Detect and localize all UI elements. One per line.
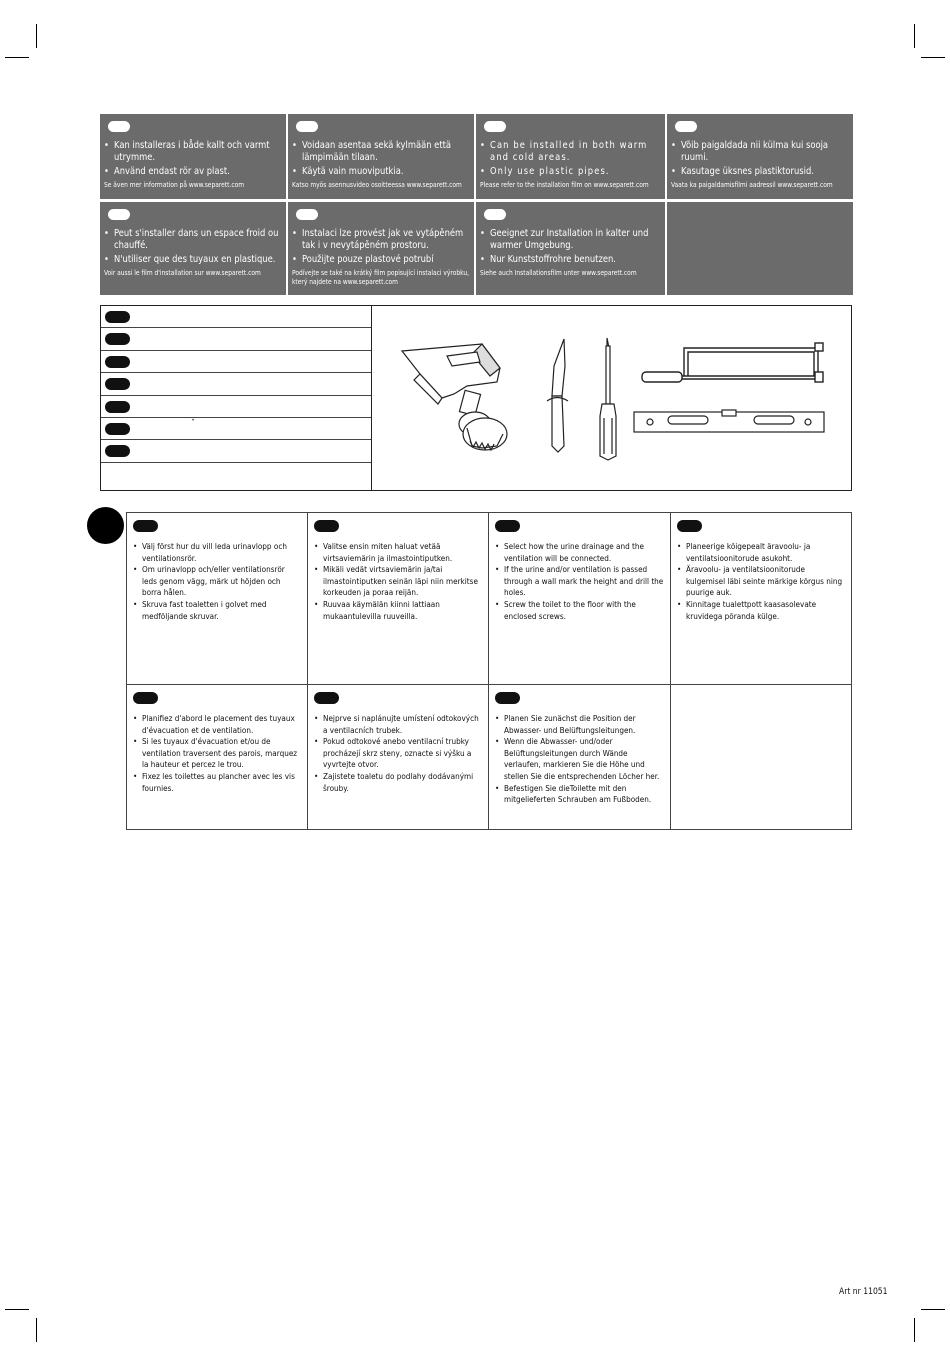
tool-row bbox=[101, 418, 371, 440]
step-bullet: • Befestigen Sie dieToilette mit den mitgelieferten Schrauben am Fußboden. bbox=[495, 783, 665, 806]
step-instructions-table bbox=[126, 512, 852, 830]
step-bullet: • Mikäli vedät virtsaviemärin ja/tai ilmastointiputken seinän läpi niin merkitse korkeuden ja poraa reijän. bbox=[314, 564, 483, 599]
step-bullet: • Planifiez d'abord le placement des tuyaux d'évacuation et de ventilation. bbox=[133, 713, 302, 736]
crop-mark bbox=[921, 1309, 945, 1310]
step-bullet: • Planen Sie zunächst die Position der Abwasser- und Belüftungsleitungen. bbox=[495, 713, 665, 736]
note-bullet: • Peut s'installer dans un espace froid ou chauffé. bbox=[104, 228, 281, 253]
note-link: Voir aussi le film d'installation sur www.separett.com bbox=[104, 269, 261, 278]
note-bullet: • Võib paigaldada nii külma kui sooja ruumi. bbox=[671, 140, 848, 165]
step-cell-et bbox=[671, 513, 851, 622]
note-bullet: • Geeignet zur Installation in kalter und warmer Umgebung. bbox=[480, 228, 660, 253]
step-bullet: • Planeerige kõigepealt äravoolu- ja ventilatsioonitorude asukoht. bbox=[677, 541, 845, 564]
article-number: Art nr 11051 bbox=[839, 1287, 888, 1297]
language-badge bbox=[133, 520, 158, 532]
step-bullet: • Wenn die Abwasser- und/oder Belüftungsleitungen durch Wände verlaufen, markieren Sie die Höhe und stellen Sie die entsprechenden Löcher her. bbox=[495, 736, 665, 782]
step-bullet: • Pokud odtokové anebo ventilacní trubky procházejí skrz steny, oznacte si výšku a vyvrtejte otvor. bbox=[314, 736, 483, 771]
language-badge bbox=[314, 692, 339, 704]
note-link: Siehe auch Installationsfilm unter www.separett.com bbox=[480, 269, 637, 278]
install-note-et bbox=[667, 114, 853, 199]
crop-mark bbox=[914, 24, 915, 48]
language-badge bbox=[484, 209, 506, 220]
step-bullet: • Screw the toilet to the floor with the enclosed screws. bbox=[495, 599, 665, 622]
tool-row bbox=[101, 396, 371, 418]
step-cell-en bbox=[489, 513, 671, 622]
step-bullet: • Välj först hur du vill leda urinavlopp och ventilationsrör. bbox=[133, 541, 302, 564]
step-cell-de bbox=[489, 685, 671, 806]
language-badge bbox=[108, 209, 130, 220]
knife-icon bbox=[547, 339, 568, 452]
language-badge bbox=[108, 121, 130, 132]
step-bullet: • Skruva fast toaletten i golvet med medföljande skruvar. bbox=[133, 599, 302, 622]
note-link: Se även mer information på www.separett.com bbox=[104, 181, 245, 190]
note-bullet: • Použijte pouze plastové potrubí bbox=[292, 254, 469, 266]
install-note-sv bbox=[100, 114, 286, 199]
language-badge bbox=[105, 401, 130, 413]
language-badge bbox=[105, 423, 130, 435]
language-badge bbox=[495, 692, 520, 704]
step-cell-sv bbox=[127, 513, 308, 622]
crop-mark bbox=[921, 57, 945, 58]
tool-row bbox=[101, 373, 371, 395]
step-bullet: • Nejprve si naplánujte umístení odtokových a ventilacních trubek. bbox=[314, 713, 483, 736]
language-badge bbox=[484, 121, 506, 132]
hacksaw-icon bbox=[642, 343, 823, 382]
note-bullet: • Voidaan asentaa sekä kylmään että lämpimään tilaan. bbox=[292, 140, 469, 165]
note-bullet: • Only use plastic pipes. bbox=[480, 166, 660, 178]
language-badge bbox=[105, 445, 130, 457]
step-bullet: • Valitse ensin miten haluat vetää virtsaviemärin ja ilmastointiputken. bbox=[314, 541, 483, 564]
tools-panel bbox=[100, 305, 852, 491]
note-bullet: • N'utiliser que des tuyaux en plastique. bbox=[104, 254, 281, 266]
language-badge bbox=[105, 356, 130, 368]
install-note-empty bbox=[667, 202, 853, 295]
step-cell-fr bbox=[127, 685, 308, 794]
install-note-en bbox=[476, 114, 665, 199]
language-badge bbox=[296, 209, 318, 220]
language-badge bbox=[677, 520, 702, 532]
language-badge bbox=[105, 333, 130, 345]
language-badge bbox=[675, 121, 697, 132]
step-cell-cs bbox=[308, 685, 489, 794]
crop-mark bbox=[914, 1318, 915, 1342]
note-link: Katso myös asennusvideo osoitteessa www.separett.com bbox=[292, 181, 462, 190]
step-cell-fi bbox=[308, 513, 489, 622]
install-note-cs bbox=[288, 202, 474, 295]
tool-row bbox=[101, 440, 371, 462]
step-bullet: • Äravoolu- ja ventilatsioonitorude kulgemisel läbi seinte märkige kõrgus ning puurige auk. bbox=[677, 564, 845, 599]
note-bullet: • Instalaci lze provést jak ve vytápěném tak i v nevytápěném prostoru. bbox=[292, 228, 469, 253]
tool-label: ˇ bbox=[191, 418, 196, 429]
note-bullet: • Kan installeras i både kallt och varmt utrymme. bbox=[104, 140, 281, 165]
crop-mark bbox=[36, 1318, 37, 1342]
step-bullet: • If the urine and/or ventilation is passed through a wall mark the height and drill the holes. bbox=[495, 564, 665, 599]
step-bullet: • Fixez les toilettes au plancher avec les vis fournies. bbox=[133, 771, 302, 794]
tool-row bbox=[101, 328, 371, 350]
note-bullet: • Can be installed in both warm and cold areas. bbox=[480, 140, 660, 165]
tools-illustration bbox=[372, 306, 850, 490]
language-badge bbox=[296, 121, 318, 132]
tool-row bbox=[101, 463, 371, 485]
step-bullet: • Ruuvaa käymälän kiinni lattiaan mukaantulevilla ruuveilla. bbox=[314, 599, 483, 622]
step-bullet: • Si les tuyaux d'évacuation et/ou de ventilation traversent des parois, marquez la hauteur et percez le trou. bbox=[133, 736, 302, 771]
install-note-fr bbox=[100, 202, 286, 295]
install-note-fi bbox=[288, 114, 474, 199]
step-bullet: • Select how the urine drainage and the ventilation will be connected. bbox=[495, 541, 665, 564]
install-note-de bbox=[476, 202, 665, 295]
note-bullet: • Använd endast rör av plast. bbox=[104, 166, 281, 178]
language-badge bbox=[495, 520, 520, 532]
spirit-level-icon bbox=[634, 410, 824, 432]
tool-row bbox=[101, 351, 371, 373]
note-bullet: • Kasutage üksnes plastiktorusid. bbox=[671, 166, 848, 178]
language-badge bbox=[133, 692, 158, 704]
crop-mark bbox=[36, 24, 37, 48]
tool-row bbox=[101, 306, 371, 328]
tools-list bbox=[101, 306, 372, 490]
step-number-badge bbox=[87, 507, 124, 544]
crop-mark bbox=[5, 57, 29, 58]
step-bullet: • Om urinavlopp och/eller ventilationsrör leds genom vägg, märk ut höjden och borra hålen. bbox=[133, 564, 302, 599]
crop-mark bbox=[5, 1309, 29, 1310]
language-badge bbox=[105, 378, 130, 390]
step-bullet: • Zajistete toaletu do podlahy dodávanými šrouby. bbox=[314, 771, 483, 794]
note-bullet: • Nur Kunststoffrohre benutzen. bbox=[480, 254, 660, 266]
step-bullet: • Kinnitage tualettpott kaasasolevate kruvidega põranda külge. bbox=[677, 599, 845, 622]
drill-holesaw-icon bbox=[402, 344, 507, 450]
note-link: Please refer to the installation film on www.separett.com bbox=[480, 181, 649, 190]
note-link: Vaata ka paigaldamisfilmi aadressil www.separett.com bbox=[671, 181, 833, 190]
screwdriver-icon bbox=[600, 338, 616, 460]
language-badge bbox=[314, 520, 339, 532]
note-link: Podívejte se také na krátký film popisující instalaci výrobku, který najdete na www.separett.com bbox=[292, 269, 469, 287]
language-badge bbox=[105, 311, 130, 323]
note-bullet: • Käytä vain muoviputkia. bbox=[292, 166, 469, 178]
